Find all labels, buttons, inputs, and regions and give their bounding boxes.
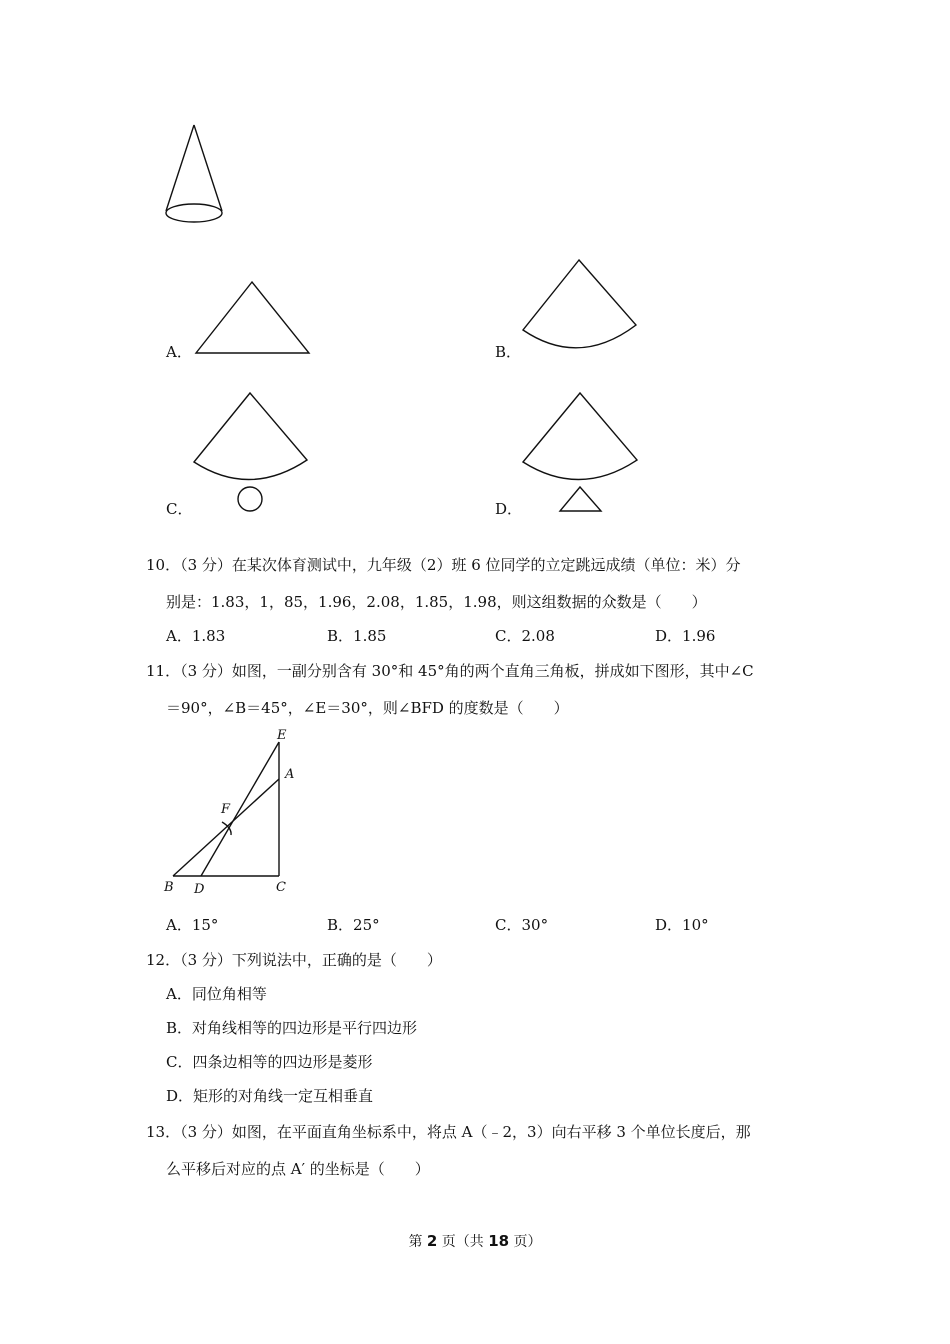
q9-option-b[interactable]: B． <box>495 343 522 361</box>
footer-suffix: 页） <box>509 1234 542 1250</box>
current-page-number: 2 <box>426 1232 438 1250</box>
q12-option-a[interactable]: A．同位角相等 <box>166 985 267 1003</box>
q10-stem-line1: 10．（3 分）在某次体育测试中，九年级（2）班 6 位同学的立定跳远成绩（单位：米）分 <box>146 556 741 574</box>
label-a: A <box>285 767 295 782</box>
q10-option-c[interactable]: C．2.08 <box>495 627 555 645</box>
q12-option-c[interactable]: C．四条边相等的四边形是菱形 <box>166 1053 373 1071</box>
q11-stem-line2: ＝90°，∠B＝45°，∠E＝30°，则∠BFD 的度数是（ ） <box>166 699 569 717</box>
q11-option-d[interactable]: D．10° <box>655 916 709 934</box>
q9-option-c[interactable]: C． <box>166 500 193 518</box>
page-footer <box>0 1231 950 1251</box>
q12-option-b[interactable]: B．对角线相等的四边形是平行四边形 <box>166 1019 418 1037</box>
q13-stem-line2: 么平移后对应的点 A′ 的坐标是（ ） <box>166 1160 430 1178</box>
q9-option-d[interactable]: D． <box>495 500 523 518</box>
q10-option-b[interactable]: B．1.85 <box>327 627 387 645</box>
label-b: B <box>164 880 174 895</box>
label-f: F <box>221 802 231 817</box>
q11-stem-line1: 11．（3 分）如图，一副分别含有 30°和 45°角的两个直角三角板，拼成如下图形，其中∠C <box>146 662 754 680</box>
q11-option-a[interactable]: A．15° <box>166 916 219 934</box>
q10-option-a[interactable]: A．1.83 <box>166 627 226 645</box>
q11-option-c[interactable]: C．30° <box>495 916 549 934</box>
total-page-number: 18 <box>488 1232 510 1250</box>
q13-stem-line1: 13．（3 分）如图，在平面直角坐标系中，将点 A（﹣2，3）向右平移 3 个单位长度后，那 <box>146 1123 751 1141</box>
footer-prefix: 第 <box>408 1234 427 1250</box>
footer-middle: 页（共 <box>437 1234 489 1250</box>
q11-option-b[interactable]: B．25° <box>327 916 380 934</box>
q10-stem-line2: 别是：1.83，1，85，1.96，2.08，1.85，1.98，则这组数据的众数是（ ） <box>166 593 707 611</box>
label-c: C <box>276 880 286 895</box>
label-d: D <box>194 882 205 897</box>
q12-option-d[interactable]: D．矩形的对角线一定互相垂直 <box>166 1087 374 1105</box>
q9-option-a[interactable]: A． <box>166 343 192 361</box>
q10-option-d[interactable]: D．1.96 <box>655 627 716 645</box>
q12-stem: 12．（3 分）下列说法中，正确的是（ ） <box>146 951 442 969</box>
label-e: E <box>277 728 287 743</box>
